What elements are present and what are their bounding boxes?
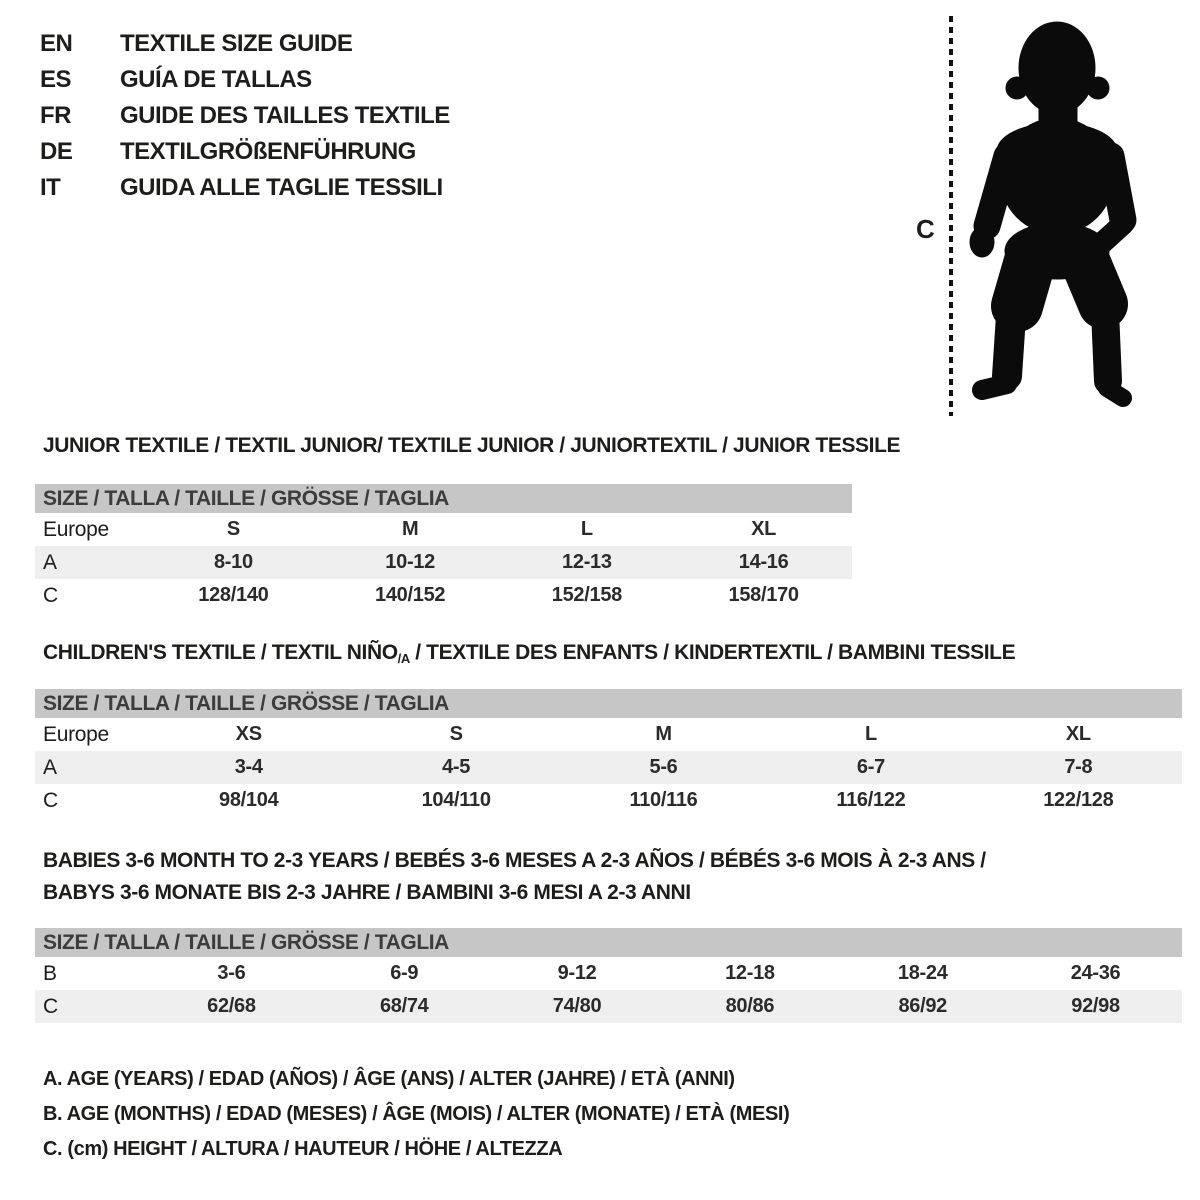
age-cell: 14-16 bbox=[738, 551, 789, 573]
children-title-main: CHILDREN'S TEXTILE / TEXTIL NIÑO bbox=[43, 641, 398, 664]
height-cell: 158/170 bbox=[728, 584, 799, 606]
size-cell: L bbox=[580, 518, 593, 540]
size-cell: XL bbox=[751, 518, 777, 540]
table-row bbox=[35, 546, 852, 579]
junior-size-header-bar: SIZE / TALLA / TAILLE / GRÖSSE / TAGLIA bbox=[35, 484, 852, 513]
row-label: C bbox=[43, 583, 58, 607]
age-cell: 7-8 bbox=[1064, 756, 1093, 778]
lang-title: TEXTILGRÖßENFÜHRUNG bbox=[120, 138, 416, 165]
lang-row-it bbox=[40, 170, 450, 206]
lang-code: EN bbox=[40, 30, 73, 57]
height-cell: 92/98 bbox=[1071, 995, 1120, 1017]
footnote-age-months: B. AGE (MONTHS) / EDAD (MESES) / ÂGE (MOIS) / ALTER (MONATE) / ETÀ (MESI) bbox=[43, 1103, 790, 1125]
height-measure-label: C bbox=[916, 214, 935, 244]
age-cell: 5-6 bbox=[649, 756, 678, 778]
footnote-height-cm: C. (cm) HEIGHT / ALTURA / HAUTEUR / HÖHE / ALTEZZA bbox=[43, 1138, 563, 1160]
age-cell: 18-24 bbox=[897, 962, 948, 984]
lang-title: GUIDE DES TAILLES TEXTILE bbox=[120, 102, 450, 129]
size-cell: L bbox=[864, 723, 877, 745]
age-cell: 9-12 bbox=[557, 962, 597, 984]
age-cell: 4-5 bbox=[442, 756, 471, 778]
height-cell: 104/110 bbox=[421, 789, 491, 811]
lang-code: IT bbox=[40, 174, 61, 201]
age-cell: 8-10 bbox=[213, 551, 253, 573]
height-cell: 122/128 bbox=[1043, 789, 1114, 811]
row-label: A bbox=[43, 550, 57, 574]
language-header bbox=[40, 26, 450, 206]
height-measure-dashed-line bbox=[949, 16, 953, 416]
children-title-subscript: /A bbox=[397, 651, 410, 666]
height-cell: 86/92 bbox=[898, 995, 947, 1017]
children-section-title bbox=[43, 641, 1015, 666]
table-row bbox=[35, 751, 1182, 784]
size-cell: M bbox=[655, 723, 672, 745]
row-label: A bbox=[43, 755, 57, 779]
table-row bbox=[35, 990, 1182, 1023]
height-cell: 110/116 bbox=[629, 789, 698, 811]
lang-title: TEXTILE SIZE GUIDE bbox=[120, 30, 353, 57]
age-cell: 12-13 bbox=[562, 551, 612, 573]
babies-section-title-line1: BABIES 3-6 MONTH TO 2-3 YEARS / BEBÉS 3-6 MESES A 2-3 AÑOS / BÉBÉS 3-6 MOIS À 2-3 ANS / bbox=[43, 849, 986, 872]
height-cell: 74/80 bbox=[552, 995, 602, 1017]
age-cell: 3-6 bbox=[217, 962, 246, 984]
age-cell: 24-36 bbox=[1070, 962, 1121, 984]
age-cell: 3-4 bbox=[234, 756, 263, 778]
lang-row-es bbox=[40, 62, 450, 98]
height-cell: 80/86 bbox=[725, 995, 775, 1017]
height-cell: 140/152 bbox=[375, 584, 446, 606]
lang-row-fr bbox=[40, 98, 450, 134]
children-title-rest: / TEXTILE DES ENFANTS / KINDERTEXTIL / BAMBINI TESSILE bbox=[409, 641, 1016, 664]
size-cell: XL bbox=[1065, 723, 1091, 745]
junior-section-title: JUNIOR TEXTILE / TEXTIL JUNIOR/ TEXTILE JUNIOR / JUNIORTEXTIL / JUNIOR TESSILE bbox=[43, 434, 901, 457]
lang-title: GUIDA ALLE TAGLIE TESSILI bbox=[120, 174, 443, 201]
table-row bbox=[35, 784, 1182, 817]
height-cell: 116/122 bbox=[836, 789, 906, 811]
height-cell: 98/104 bbox=[219, 789, 279, 811]
lang-code: DE bbox=[40, 138, 73, 165]
table-row bbox=[35, 957, 1182, 990]
row-label: B bbox=[43, 961, 57, 985]
row-label: C bbox=[43, 788, 58, 812]
height-cell: 62/68 bbox=[207, 995, 256, 1017]
babies-section-title-line2: BABYS 3-6 MONATE BIS 2-3 JAHRE / BAMBINI 3-6 MESI A 2-3 ANNI bbox=[43, 881, 691, 904]
height-cell: 68/74 bbox=[379, 995, 429, 1017]
toddler-silhouette-icon bbox=[955, 14, 1155, 418]
size-cell: XS bbox=[235, 723, 262, 745]
footnote-age-years: A. AGE (YEARS) / EDAD (AÑOS) / ÂGE (ANS) / ALTER (JAHRE) / ETÀ (ANNI) bbox=[43, 1068, 735, 1090]
junior-size-table bbox=[35, 484, 852, 612]
row-label: Europe bbox=[43, 517, 109, 541]
height-cell: 128/140 bbox=[198, 584, 269, 606]
age-cell: 6-7 bbox=[856, 756, 885, 778]
table-row bbox=[35, 513, 852, 546]
row-label: Europe bbox=[43, 722, 109, 746]
legend-footnotes bbox=[43, 1062, 789, 1167]
size-cell: M bbox=[401, 518, 419, 540]
table-row bbox=[35, 718, 1182, 751]
table-row bbox=[35, 579, 852, 612]
size-cell: S bbox=[226, 518, 240, 540]
lang-code: FR bbox=[40, 102, 71, 129]
row-label: C bbox=[43, 994, 58, 1018]
size-cell: S bbox=[449, 723, 463, 745]
height-cell: 152/158 bbox=[551, 584, 622, 606]
babies-size-header-bar: SIZE / TALLA / TAILLE / GRÖSSE / TAGLIA bbox=[35, 928, 1182, 957]
lang-row-de bbox=[40, 134, 450, 170]
age-cell: 12-18 bbox=[725, 962, 775, 984]
age-cell: 6-9 bbox=[390, 962, 419, 984]
children-size-table bbox=[35, 689, 1182, 817]
children-size-header-bar: SIZE / TALLA / TAILLE / GRÖSSE / TAGLIA bbox=[35, 689, 1182, 718]
babies-size-table bbox=[35, 928, 1182, 1023]
lang-row-en bbox=[40, 26, 450, 62]
lang-title: GUÍA DE TALLAS bbox=[120, 66, 312, 93]
lang-code: ES bbox=[40, 66, 72, 93]
age-cell: 10-12 bbox=[385, 551, 435, 573]
